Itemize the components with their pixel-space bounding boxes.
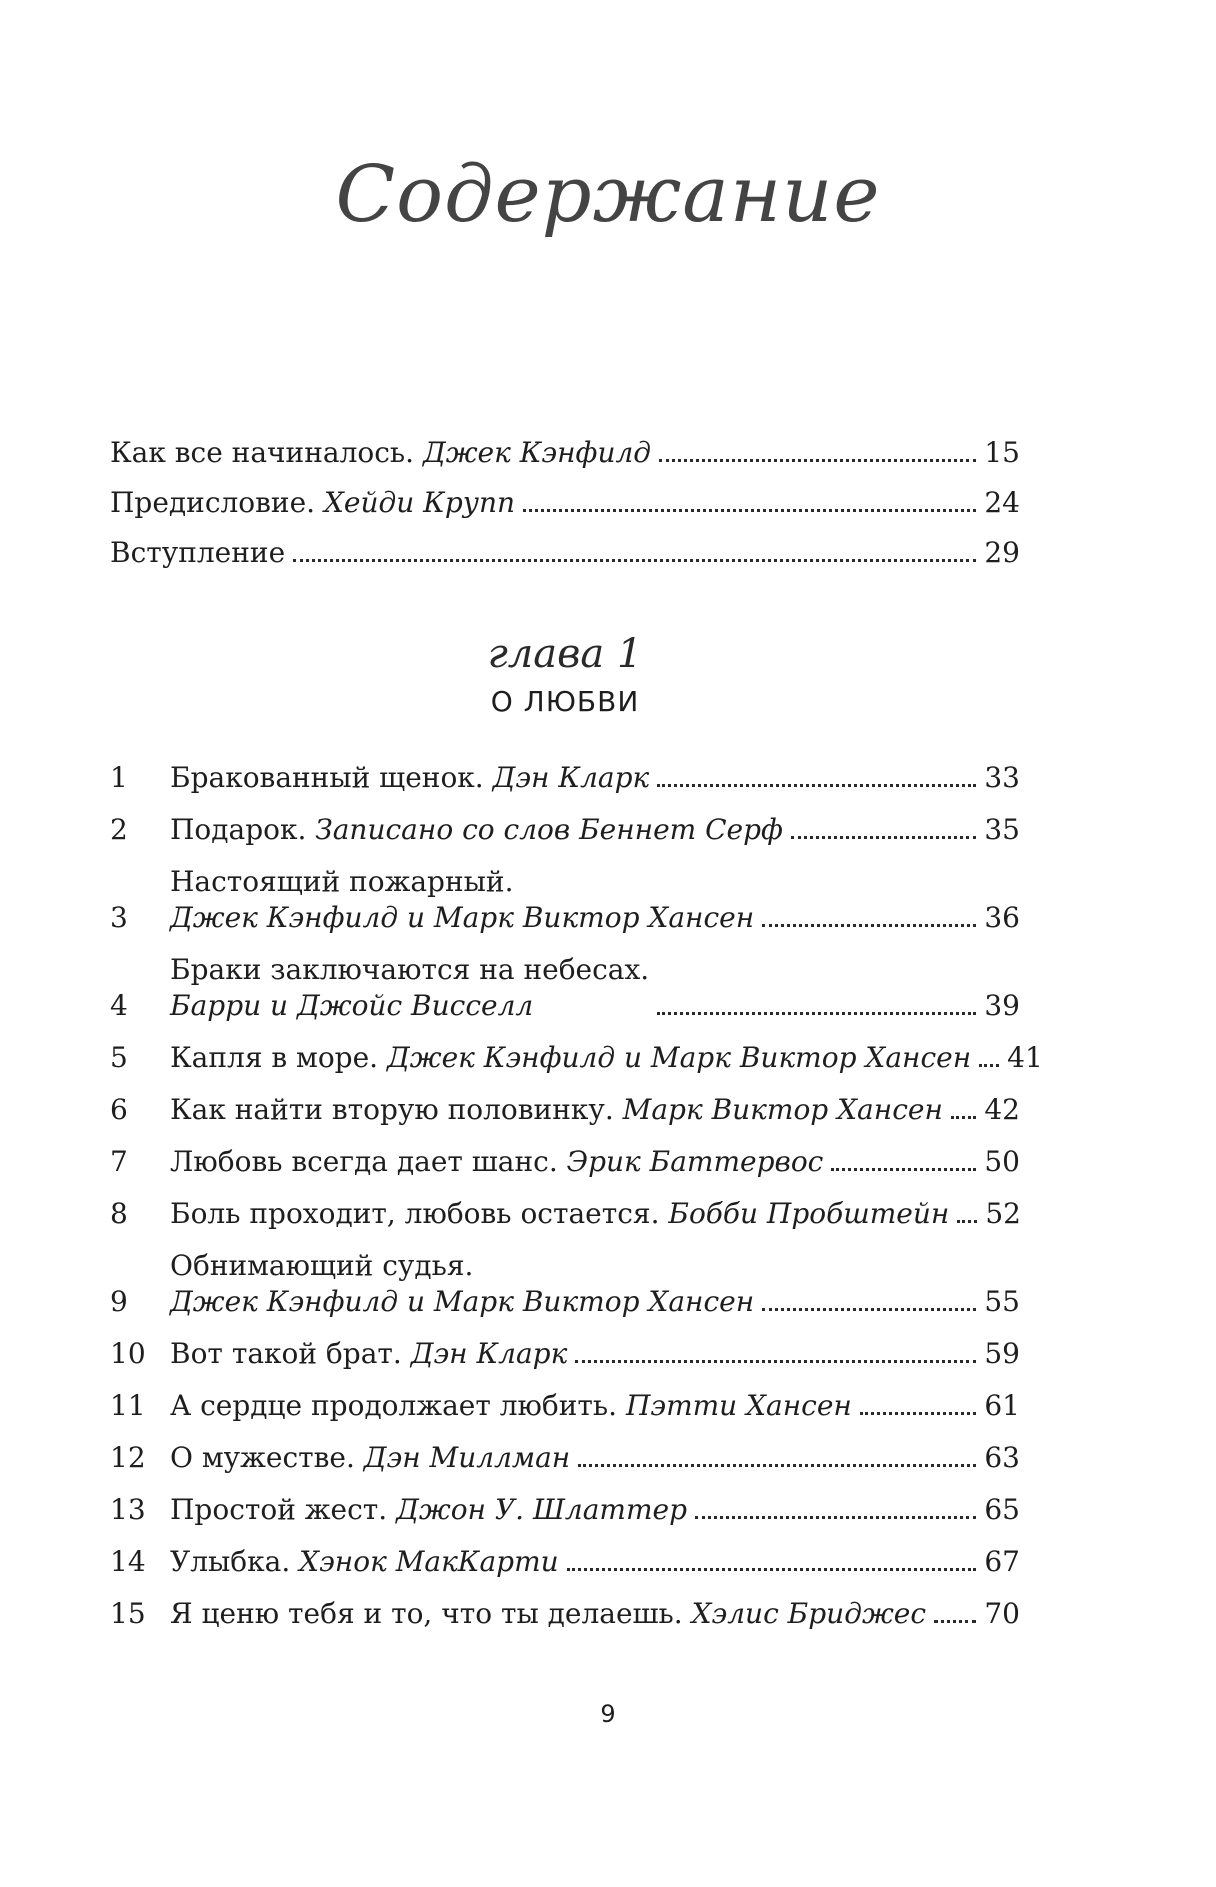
entry-author: Марк Виктор Хансен (622, 1093, 943, 1126)
entry-title: Предисловие. (110, 486, 316, 519)
entry-page: 41 (1007, 1041, 1043, 1074)
toc-entry[interactable] (110, 1248, 1020, 1320)
entry-title: Как все начиналось. (110, 436, 415, 469)
toc-entry[interactable] (110, 864, 1020, 936)
entry-author: Барри и Джойс Висселл (170, 989, 534, 1022)
dot-leader (762, 1308, 976, 1311)
entry-page: 67 (984, 1545, 1020, 1578)
entry-author: Бобби Пробштейн (668, 1197, 950, 1230)
entry-number: 11 (110, 1389, 146, 1422)
dot-leader (934, 1620, 976, 1623)
page-number: 9 (600, 1700, 616, 1728)
entry-author: Хэлис Бриджес (691, 1597, 927, 1630)
entry-number: 10 (110, 1337, 146, 1370)
entry-number: 3 (110, 901, 128, 934)
dot-leader (957, 1220, 977, 1223)
dot-leader (659, 459, 976, 462)
chapter-heading (110, 631, 1020, 718)
entry-number: 15 (110, 1597, 146, 1630)
entry-author: Джек Кэнфилд и Марк Виктор Хансен (170, 901, 755, 934)
toc-entry[interactable] (110, 1040, 1043, 1076)
entry-page: 50 (984, 1145, 1020, 1178)
entry-author: Джек Кэнфилд и Марк Виктор Хансен (170, 1285, 755, 1318)
entry-title: Я ценю тебя и то, что ты делаешь. (170, 1597, 683, 1630)
toc-entry[interactable] (110, 1492, 1020, 1528)
dot-leader (523, 509, 976, 512)
toc-entry[interactable] (110, 760, 1020, 796)
entry-author: Хэнок МакКарти (299, 1545, 559, 1578)
entry-author: Эрик Баттервос (566, 1145, 824, 1178)
entry-number: 12 (110, 1441, 146, 1474)
entry-title: Обнимающий судья. (170, 1249, 474, 1282)
entry-title: Любовь всегда дает шанс. (170, 1145, 558, 1178)
entry-title: Бракованный щенок. (170, 761, 484, 794)
entry-page: 52 (985, 1197, 1021, 1230)
entry-title: А сердце продолжает любить. (170, 1389, 618, 1422)
entry-page: 36 (984, 901, 1020, 934)
entry-title: Настоящий пожарный. (170, 865, 514, 898)
dot-leader (578, 1464, 976, 1467)
entry-page: 70 (984, 1597, 1020, 1630)
toc-entry[interactable] (110, 812, 1020, 848)
entry-page: 39 (984, 989, 1020, 1022)
toc-entry[interactable] (110, 1144, 1020, 1180)
chapter-label: глава 1 (487, 631, 643, 677)
entry-number: 6 (110, 1093, 128, 1126)
entry-page: 33 (984, 761, 1020, 794)
entry-title: Простой жест. (170, 1493, 388, 1526)
entry-number: 1 (110, 761, 128, 794)
entry-page: 24 (984, 486, 1020, 519)
chapter-entries (110, 760, 1043, 1632)
entry-author: Дэн Кларк (492, 761, 650, 794)
entry-page: 65 (984, 1493, 1020, 1526)
entry-author: Хейди Крупп (323, 486, 516, 519)
entry-number: 8 (110, 1197, 128, 1230)
entry-page: 29 (984, 536, 1020, 569)
dot-leader (762, 924, 976, 927)
dot-leader (951, 1116, 976, 1119)
toc-intro-item[interactable] (110, 435, 1020, 471)
toc-intro-item[interactable] (110, 485, 1020, 521)
entry-page: 15 (984, 436, 1020, 469)
entry-author: Записано со слов Беннет Серф (315, 813, 783, 846)
entry-page: 42 (984, 1093, 1020, 1126)
entry-number: 2 (110, 813, 128, 846)
page-title: Содержание (335, 150, 881, 240)
toc-entry[interactable] (110, 1544, 1020, 1580)
entry-author: Дэн Миллман (363, 1441, 571, 1474)
entry-author: Джек Кэнфилд и Марк Виктор Хансен (386, 1041, 972, 1074)
entry-title: Вступление (110, 536, 286, 569)
dot-leader (791, 836, 976, 839)
entry-number: 7 (110, 1145, 128, 1178)
dot-leader (575, 1360, 976, 1363)
entry-page: 59 (984, 1337, 1020, 1370)
entry-page: 35 (984, 813, 1020, 846)
entry-author: Джон У. Шлаттер (396, 1493, 688, 1526)
toc-entry[interactable] (110, 1336, 1020, 1372)
dot-leader (860, 1412, 976, 1415)
toc-entry[interactable] (110, 1596, 1020, 1632)
table-of-contents (110, 435, 1043, 1648)
entry-title: О мужестве. (170, 1441, 355, 1474)
entry-number: 4 (110, 989, 128, 1022)
dot-leader (293, 559, 976, 562)
entry-number: 9 (110, 1285, 128, 1318)
toc-entry[interactable] (110, 1092, 1020, 1128)
entry-number: 13 (110, 1493, 146, 1526)
entry-page: 61 (984, 1389, 1020, 1422)
toc-intro-item[interactable] (110, 535, 1020, 571)
entry-page: 55 (984, 1285, 1020, 1318)
toc-entry[interactable] (110, 952, 1020, 1024)
dot-leader (831, 1168, 976, 1171)
dot-leader (695, 1516, 976, 1519)
dot-leader (657, 784, 976, 787)
dot-leader (567, 1568, 977, 1571)
chapter-name: О ЛЮБВИ (490, 685, 640, 718)
entry-title: Улыбка. (170, 1545, 291, 1578)
entry-page: 63 (984, 1441, 1020, 1474)
toc-entry[interactable] (110, 1196, 1020, 1232)
toc-entry[interactable] (110, 1388, 1020, 1424)
entry-title: Боль проходит, любовь остается. (170, 1197, 660, 1230)
dot-leader (657, 1012, 976, 1015)
entry-number: 5 (110, 1041, 128, 1074)
toc-entry[interactable] (110, 1440, 1020, 1476)
entry-title: Браки заключаются на небесах. (170, 953, 650, 986)
entry-title: Капля в море. (170, 1041, 379, 1074)
entry-number: 14 (110, 1545, 146, 1578)
entry-author: Джек Кэнфилд (422, 436, 652, 469)
entry-title: Вот такой брат. (170, 1337, 402, 1370)
dot-leader (979, 1064, 999, 1067)
entry-title: Как найти вторую половинку. (170, 1093, 614, 1126)
entry-title: Подарок. (170, 813, 307, 846)
entry-author: Пэтти Хансен (625, 1389, 852, 1422)
entry-author: Дэн Кларк (410, 1337, 568, 1370)
